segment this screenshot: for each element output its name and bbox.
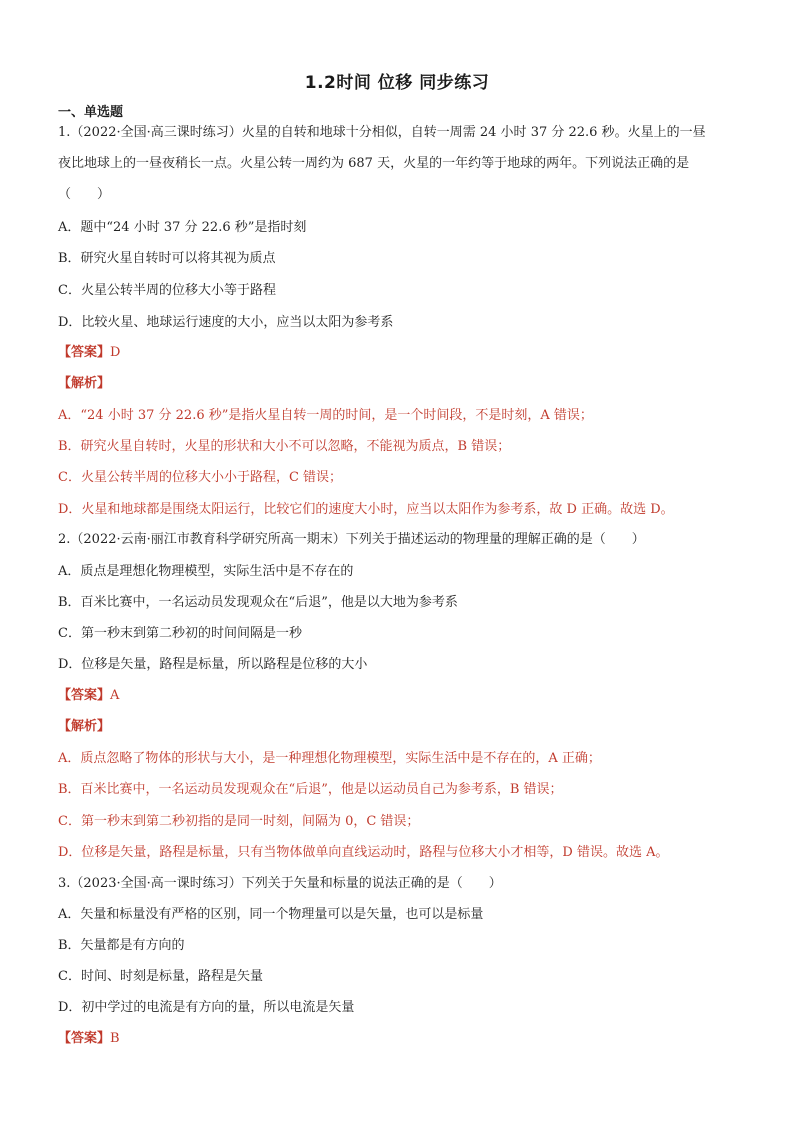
- question-2-stem: 2.（2022·云南·丽江市教育科学研究所高一期末）下列关于描述运动的物理量的理解正确的是（ ）: [58, 532, 645, 547]
- page-title: 1.2时间 位移 同步练习: [304, 73, 490, 93]
- question-1-explanation-d: D．火星和地球都是围绕太阳运行，比较它们的速度大小时，应当以太阳作为参考系，故 D 正确。故选 D。: [58, 502, 674, 517]
- section-heading: 一、单选题: [58, 105, 124, 120]
- answer-value: B: [110, 1031, 120, 1046]
- question-2-answer: [58, 687, 119, 705]
- answer-value: D: [110, 345, 121, 360]
- question-2-option-c: C．第一秒末到第二秒初的时间间隔是一秒: [58, 626, 302, 641]
- question-3-option-a: A．矢量和标量没有严格的区别，同一个物理量可以是矢量，也可以是标量: [58, 907, 484, 922]
- question-2-explanation-b: B．百米比赛中，一名运动员发现观众在“后退”，他是以运动员自己为参考系，B 错误；: [58, 782, 563, 797]
- question-3-option-d: D．初中学过的电流是有方向的量，所以电流是矢量: [58, 1000, 355, 1015]
- question-2-option-d: D．位移是矢量，路程是标量，所以路程是位移的大小: [58, 657, 368, 672]
- answer-label: 【答案】: [58, 1031, 111, 1046]
- question-2-explanation-d: D．位移是矢量，路程是标量，只有当物体做单向直线运动时，路程与位移大小才相等，D 错误。故选 A。: [58, 845, 669, 860]
- question-3-option-b: B．矢量都是有方向的: [58, 938, 185, 953]
- question-1-stem-line-2: 夜比地球上的一昼夜稍长一点。火星公转一周约为 687 天，火星的一年约等于地球的两年。下列说法正确的是: [58, 156, 690, 171]
- question-1-explanation-c: C．火星公转半周的位移大小小于路程，C 错误；: [58, 470, 343, 485]
- question-2-explanation-label: 【解析】: [58, 719, 111, 734]
- answer-label: 【答案】: [58, 345, 111, 360]
- question-1-stem-line-3: （ ）: [58, 187, 111, 202]
- question-1-explanation-a: A．“24 小时 37 分 22.6 秒”是指火星自转一周的时间，是一个时间段，不是时刻，A 错误；: [58, 408, 593, 423]
- question-1-stem-line-1: 1.（2022·全国·高三课时练习）火星的自转和地球十分相似，自转一周需 24 小时 37 分 22.6 秒。火星上的一昼: [58, 125, 706, 140]
- question-3-answer: [58, 1030, 120, 1048]
- question-2-explanation-a: A．质点忽略了物体的形状与大小，是一种理想化物理模型，实际生活中是不存在的，A 正确；: [58, 751, 601, 766]
- question-2-explanation-c: C．第一秒末到第二秒初指的是同一时刻，间隔为 0，C 错误；: [58, 814, 420, 829]
- question-1-option-c: C．火星公转半周的位移大小等于路程: [58, 283, 276, 298]
- question-3-option-c: C．时间、时刻是标量，路程是矢量: [58, 969, 263, 984]
- question-2-option-a: A．质点是理想化物理模型，实际生活中是不存在的: [58, 564, 354, 579]
- question-1-option-b: B．研究火星自转时可以将其视为质点: [58, 251, 276, 266]
- question-2-option-b: B．百米比赛中，一名运动员发现观众在“后退”，他是以大地为参考系: [58, 595, 458, 610]
- question-1-explanation-b: B．研究火星自转时，火星的形状和大小不可以忽略，不能视为质点，B 错误；: [58, 439, 511, 454]
- answer-label: 【答案】: [58, 688, 111, 703]
- question-3-stem: 3.（2023·全国·高一课时练习）下列关于矢量和标量的说法正确的是（ ）: [58, 876, 502, 891]
- question-1-explanation-label: 【解析】: [58, 376, 111, 391]
- question-1-option-d: D．比较火星、地球运行速度的大小，应当以太阳为参考系: [58, 315, 394, 330]
- question-1-answer: [58, 344, 120, 362]
- question-1-option-a: A．题中“24 小时 37 分 22.6 秒”是指时刻: [58, 220, 307, 235]
- answer-value: A: [110, 688, 120, 703]
